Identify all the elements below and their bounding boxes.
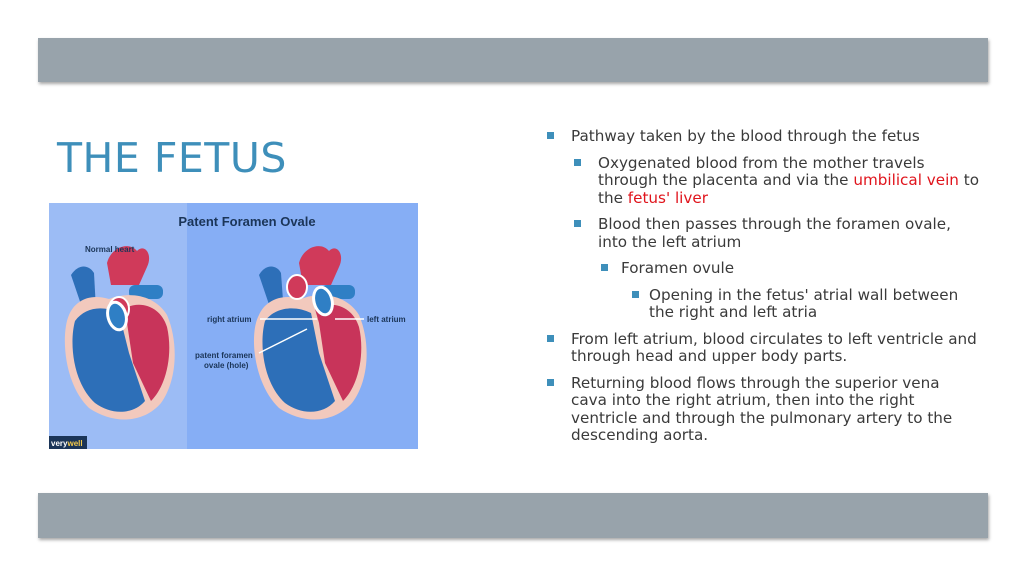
bullet-item: From left atrium, blood circulates to left ventricle and through head and upper body parts. (540, 331, 980, 366)
bullet-item: Returning blood flows through the superior vena cava into the right atrium, then into the right ventricle and through the pulmonary artery to the descending aorta. (540, 375, 980, 445)
slide-title: THE FETUS (57, 134, 287, 182)
bullet-item: Pathway taken by the blood through the fetus (540, 128, 980, 146)
square-bullet-icon (547, 379, 554, 386)
square-bullet-icon (601, 264, 608, 271)
square-bullet-icon (574, 159, 581, 166)
bullet-item: Blood then passes through the foramen ovale, into the left atrium (540, 216, 980, 251)
brand-logo: verywell (51, 439, 83, 448)
square-bullet-icon (547, 132, 554, 139)
content-bullets (540, 128, 980, 454)
square-bullet-icon (547, 335, 554, 342)
bullet-item: Foramen ovule (540, 260, 980, 278)
square-bullet-icon (632, 291, 639, 298)
bullet-item: Oxygenated blood from the mother travels through the placenta and via the umbilical vein to the fetus' liver (540, 155, 980, 208)
highlight-umbilical-vein: umbilical vein (853, 171, 959, 189)
pfo-label-line2: ovale (hole) (204, 361, 249, 370)
header-bar (38, 38, 988, 82)
footer-bar (38, 493, 988, 538)
heart-illustration (49, 203, 418, 449)
bullet-item: Opening in the fetus' atrial wall between the right and left atria (540, 287, 980, 322)
right-atrium-label: right atrium (207, 315, 252, 324)
pfo-label-line1: patent foramen (195, 351, 253, 360)
highlight-fetus-liver: fetus' liver (627, 188, 708, 207)
figure-title: Patent Foramen Ovale (178, 214, 316, 229)
left-atrium-label: left atrium (367, 315, 406, 324)
square-bullet-icon (574, 220, 581, 227)
normal-heart-label: Normal heart (85, 245, 135, 254)
